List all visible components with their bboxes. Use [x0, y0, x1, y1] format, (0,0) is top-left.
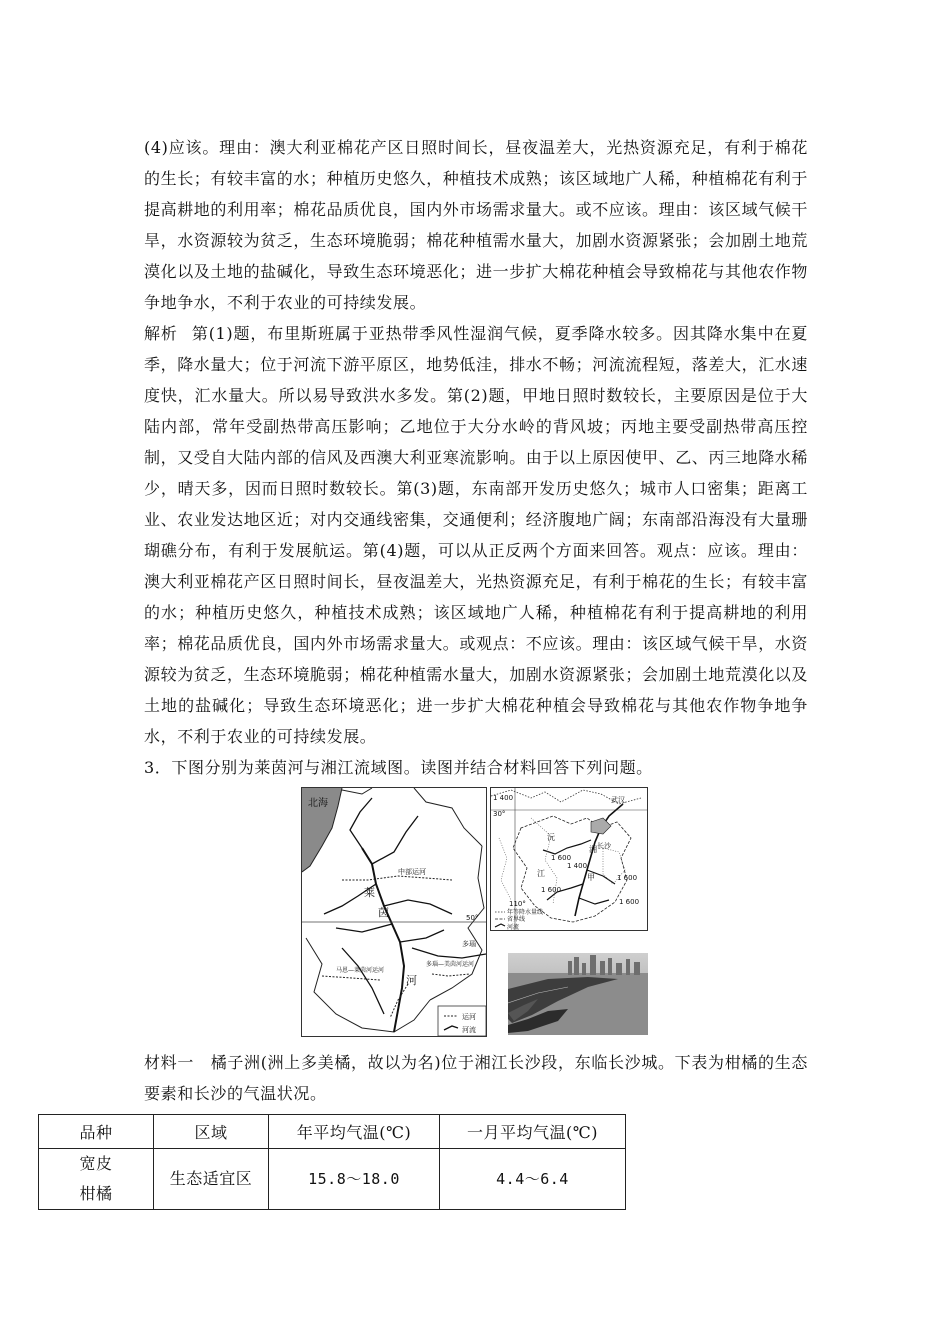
label-danube: 多瑙: [462, 940, 476, 948]
label-lat-50: 50°: [466, 914, 479, 922]
legend-river: 河流: [507, 924, 520, 930]
figure-group: [144, 787, 808, 1041]
label-jiang: 江: [537, 869, 545, 878]
label-north-sea: 北海: [308, 798, 328, 809]
material-1: 材料一 橘子洲(洲上多美橘，故以为名)位于湘江长沙段，东临长沙城。下表为柑橘的生态要素和长沙的气温状况。: [144, 1053, 808, 1103]
label-iso-1600-a: 1 600: [551, 854, 572, 862]
header-region: 区域: [154, 1115, 269, 1149]
label-marne-rhine-canal: 马恩—莱茵河运河: [336, 967, 385, 974]
cell-variety: [39, 1149, 154, 1210]
legend-river: 河流: [462, 1026, 476, 1034]
variety-line-1: 宽皮: [79, 1154, 113, 1173]
cell-annual-temp: 15.8～18.0: [269, 1149, 440, 1210]
label-iso-1600-b: 1 600: [541, 886, 562, 894]
xiangjiang-basin-map: [490, 787, 648, 931]
label-central-canal: 中部运河: [398, 868, 426, 876]
legend-canal: 运河: [462, 1013, 476, 1021]
answer-4: (4)应该。理由：澳大利亚棉花产区日照时间长，昼夜温差大，光热资源充足，有利于棉花的生长；有较丰富的水；种植历史悠久，种植技术成熟；该区域地广人稀，种植棉花有利于提高耕地的利用率；棉花品质优良，国内外市场需求量大。或不应该。理由：该区域气候干旱，水资源较为贫乏，生态环境脆弱；棉花种植需水量大，加剧水资源紧张；会加剧土地荒漠化以及土地的盐碱化，导致生态环境恶化；进一步扩大棉花种植会导致棉花与其他农作物争地争水，不利于农业的可持续发展。: [144, 138, 809, 312]
label-rhine-char-3: 河: [406, 974, 417, 987]
label-rhine-main-danube-canal: 多瑙—美茵河运河: [426, 961, 475, 968]
label-jia: 甲: [587, 873, 595, 882]
variety-line-2: 柑橘: [79, 1184, 113, 1203]
label-changsha: 长沙: [597, 842, 611, 850]
document-page: [144, 132, 808, 1109]
header-annual-temp: 年平均气温(℃): [269, 1115, 440, 1149]
label-wuhan: 武汉: [611, 796, 625, 804]
label-lon-110: 110°: [509, 900, 526, 908]
question-3: 3．下图分别为莱茵河与湘江流域图。读图并结合材料回答下列问题。: [144, 758, 653, 777]
label-iso-1400-top: 1 400: [493, 794, 514, 802]
label-yuan: 沅: [547, 833, 555, 842]
analysis-paragraph: [144, 318, 808, 752]
orange-isle-photo: [508, 953, 648, 1035]
header-january-temp: 一月平均气温(℃): [440, 1115, 626, 1149]
cell-region: 生态适宜区: [154, 1149, 269, 1210]
rhine-basin-map: [301, 787, 487, 1037]
table-header-row: [39, 1115, 626, 1149]
legend-province-border: 省界线: [507, 916, 526, 923]
label-rhine-char-1: 莱: [364, 886, 375, 899]
label-xiang: 湘: [589, 845, 597, 854]
label-lat-30: 30°: [493, 810, 506, 818]
cell-january-temp: 4.4～6.4: [440, 1149, 626, 1210]
legend-isohyet: 年等降水量线: [507, 909, 544, 916]
table-row: [39, 1149, 626, 1210]
analysis-text: 第(1)题，布里斯班属于亚热带季风性湿润气候，夏季降水较多。因其降水集中在夏季，降水量大；位于河流下游平原区，地势低洼，排水不畅；河流流程短，落差大，汇水速度快，汇水量大。所以易导致洪水多发。第(2)题，甲地日照时数较长，主要原因是位于大陆内部，常年受副热带高压影响；乙地位于大分水岭的背风坡；丙地主要受副热带高压控制，又受自大陆内部的信风及西澳大利亚寒流影响。由于以上原因使甲、乙、丙三地降水稀少，晴天多，因而日照时数较长。第(3)题，东南部开发历史悠久；城市人口密集；距离工业、农业发达地区近；对内交通线密集，交通便利；经济腹地广阔；东南部沿海没有大量珊瑚礁分布，有利于发展航运。第(4)题，可以从正反两个方面来回答。观点：应该。理由：澳大利亚棉花产区日照时间长，昼夜温差大，光热资源充足，有利于棉花的生长；有较丰富的水；种植历史悠久，种植技术成熟；该区域地广人稀，种植棉花有利于提高耕地的利用率；棉花品质优良，国内外市场需求量大。或观点：不应该。理由：该区域气候干旱，水资源较为贫乏，生态环境脆弱；棉花种植需水量大，加剧水资源紧张；会加剧土地荒漠化以及土地的盐碱化；导致生态环境恶化；进一步扩大棉花种植会导致棉花与其他农作物争地争水，不利于农业的可持续发展。: [144, 324, 809, 746]
label-iso-1600-c: 1 600: [617, 874, 638, 882]
label-iso-1400-b: 1 400: [567, 862, 588, 870]
citrus-climate-table: [38, 1114, 626, 1210]
header-variety: 品种: [39, 1115, 154, 1149]
label-iso-1600-d: 1 600: [619, 898, 640, 906]
label-rhine-char-2: 茵: [378, 906, 389, 919]
analysis-label: 解析: [144, 324, 178, 343]
